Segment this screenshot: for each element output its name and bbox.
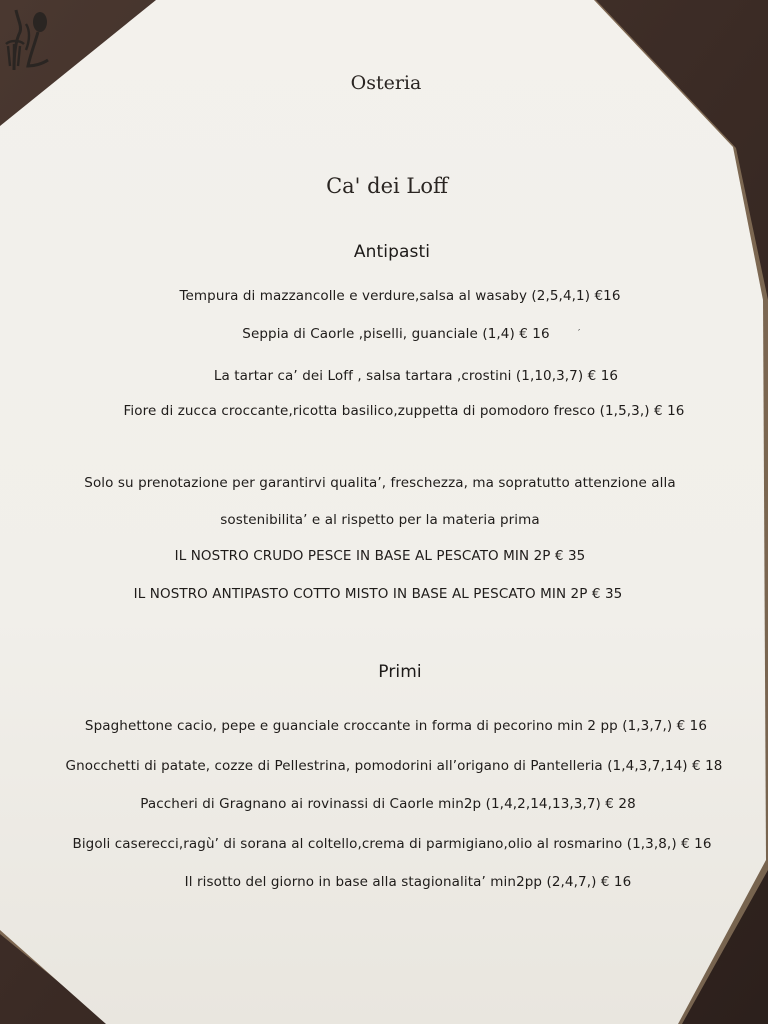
menu-item: La tartar ca’ dei Loff , salsa tartara ,crostini (1,10,3,7) € 16 [213,368,619,384]
menu-item: Fiore di zucca croccante,ricotta basilico,zuppetta di pomodoro fresco (1,5,3,) € 16 [123,403,685,419]
menu-item: Gnocchetti di patate, cozze di Pellestrina, pomodorini all’origano di Pantelleria (1,4,3,7,14) € 18 [65,758,723,774]
menu-item: Paccheri di Gragnano ai rovinassi di Caorle min2p (1,4,2,14,13,3,7) € 28 [140,796,636,812]
special-item: IL NOSTRO CRUDO PESCE IN BASE AL PESCATO MIN 2P € 35 [174,548,586,564]
restaurant-name-top: Osteria [350,72,422,94]
menu-item: Il risotto del giorno in base alla stagionalita’ min2pp (2,4,7,) € 16 [184,874,632,890]
pen-mark: ′ [578,328,581,339]
reservation-note: sostenibilita’ e al rispetto per la materia prima [220,512,540,528]
menu-item: Spaghettone cacio, pepe e guanciale croccante in forma di pecorino min 2 pp (1,3,7,) € 16 [84,718,708,734]
special-item: IL NOSTRO ANTIPASTO COTTO MISTO IN BASE AL PESCATO MIN 2P € 35 [133,586,623,602]
fork-and-spoon-logo-icon [0,0,52,72]
menu-item: Tempura di mazzancolle e verdure,salsa al wasaby (2,5,4,1) €16 [179,288,621,304]
section-title-antipasti: Antipasti [353,242,431,262]
restaurant-name-bottom: Ca' dei Loff [326,174,448,198]
menu-item: Bigoli caserecci,ragù’ di sorana al coltello,crema di parmigiano,olio al rosmarino (1,3,8,) € 16 [72,836,712,852]
section-title-primi: Primi [378,662,422,682]
menu-item: Seppia di Caorle ,piselli, guanciale (1,4) € 16 [242,326,550,342]
reservation-note: Solo su prenotazione per garantirvi qualita’, freschezza, ma sopratutto attenzione alla [84,475,676,491]
